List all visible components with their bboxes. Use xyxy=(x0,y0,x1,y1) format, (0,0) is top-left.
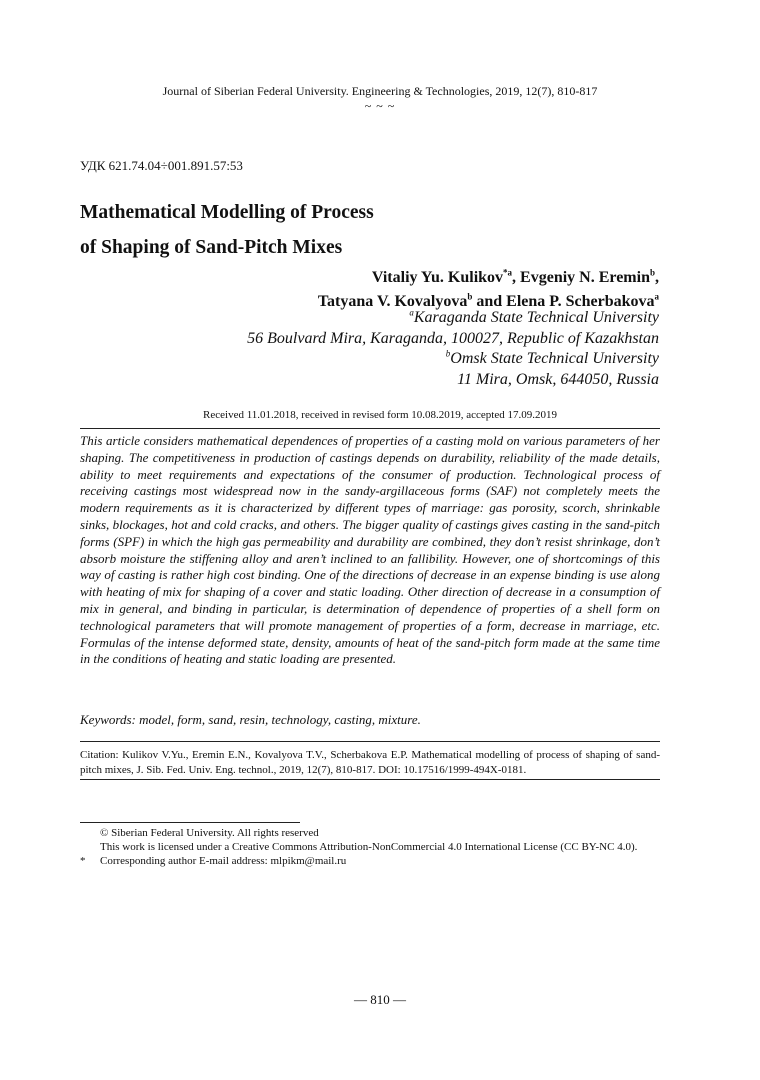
title-line-1: Mathematical Modelling of Process xyxy=(80,202,374,223)
author-name: Tatyana V. Kovalyova xyxy=(317,293,468,310)
author-sup: *a xyxy=(503,267,513,278)
received-dates: Received 11.01.2018, received in revised form 10.08.2019, accepted 17.09.2019 xyxy=(203,409,557,421)
affiliations xyxy=(247,308,659,390)
footnote-license xyxy=(80,841,637,853)
udk-code: УДК 621.74.04÷001.891.57:53 xyxy=(80,158,243,173)
affiliation-name: Omsk State Technical University xyxy=(450,350,659,367)
author-name: Evgeniy N. Eremin xyxy=(520,269,650,286)
footnote-corresponding xyxy=(80,855,346,867)
affiliation-a-address: 56 Boulvard Mira, Karaganda, 100027, Republic of Kazakhstan xyxy=(247,329,659,347)
affiliation-b-address: 11 Mira, Omsk, 644050, Russia xyxy=(457,370,659,388)
journal-header: Journal of Siberian Federal University. Engineering & Technologies, 2019, 12(7), 810-817 xyxy=(162,84,598,98)
abstract: This article considers mathematical dependences of properties of a casting mold on various parameters of her shaping. The competitiveness in production of castings depends on durability, reliability of the made details, ability to meet requirements and expectations of the consumer of production. Technological process of receiving castings most widespread now in the sandy-argillaceous forms (SAF) not completely meets the modern requirements as it is characterized by different types of marriage: gas porosity, scorch, shrinkable sinks, blockages, hot and cold cracks, and others. The bigger quality of castings gives casting in the sand-pitch forms (SPF) in which the high gas permeability and durability are combined, they don’t resist shrinkage, don’t absorb moisture the stiffening alloy and aren’t inclined to an fallibility. However, one of shortcomings of this way of casting is rather high cost binding. One of the directions of decrease in an expense binding is use along with heating of mix for shaping of a cover and static loading. Other direction of decrease in a consumption of mix in general, and binding in particular, is determination of dependence of properties of a shell form on technological parameters that will promote management of properties of a form, decrease in marriage, etc. Formulas of the intense deformed state, density, amounts of heat of the sand-pitch form made at the same time in the conditions of heating and static loading are presented. xyxy=(80,433,660,667)
keywords: Keywords: model, form, sand, resin, technology, casting, mixture. xyxy=(80,712,421,727)
title-line-2: of Shaping of Sand-Pitch Mixes xyxy=(80,237,343,258)
author-sup: b xyxy=(649,267,655,278)
citation: Citation: Kulikov V.Yu., Eremin E.N., Kovalyova T.V., Scherbakova E.P. Mathematical modelling of process of shaping of sand-pitch mixes, J. Sib. Fed. Univ. Eng. technol., 2019, 12(7), 810-817. DOI: 10.17516/1999-494X-0181. xyxy=(80,749,660,776)
divider xyxy=(80,779,660,780)
affiliation-a-name xyxy=(247,308,659,329)
author-conjunction: and xyxy=(472,293,507,310)
article-title xyxy=(80,195,374,265)
footnote-copyright xyxy=(80,827,319,839)
header-separator: ~ ~ ~ xyxy=(364,99,396,113)
divider xyxy=(80,741,660,742)
author-sup: a xyxy=(654,291,659,302)
page-number: — 810 — xyxy=(354,992,406,1007)
asterisk-mark: * xyxy=(80,855,86,867)
affiliation-name: Karaganda State Technical University xyxy=(413,309,659,326)
authors xyxy=(318,266,659,314)
affiliation-sup: b xyxy=(445,348,451,359)
affiliation-sup: a xyxy=(409,307,414,318)
copyright-text: © Siberian Federal University. All rights reserved xyxy=(100,827,319,839)
author-name: Elena P. Scherbakova xyxy=(506,293,655,310)
divider xyxy=(80,428,660,429)
author-separator: , xyxy=(512,269,521,286)
corresponding-text: Corresponding author E-mail address: mlpikm@mail.ru xyxy=(100,855,347,867)
license-text: This work is licensed under a Creative Commons Attribution-NonCommercial 4.0 International License (CC BY-NC 4.0). xyxy=(100,841,638,853)
footnote-divider xyxy=(80,822,300,823)
author-name: Vitaliy Yu. Kulikov xyxy=(371,269,504,286)
affiliation-b-name xyxy=(247,349,659,370)
author-sup: b xyxy=(467,291,473,302)
authors-line-1 xyxy=(318,266,659,290)
author-separator: , xyxy=(655,269,659,286)
